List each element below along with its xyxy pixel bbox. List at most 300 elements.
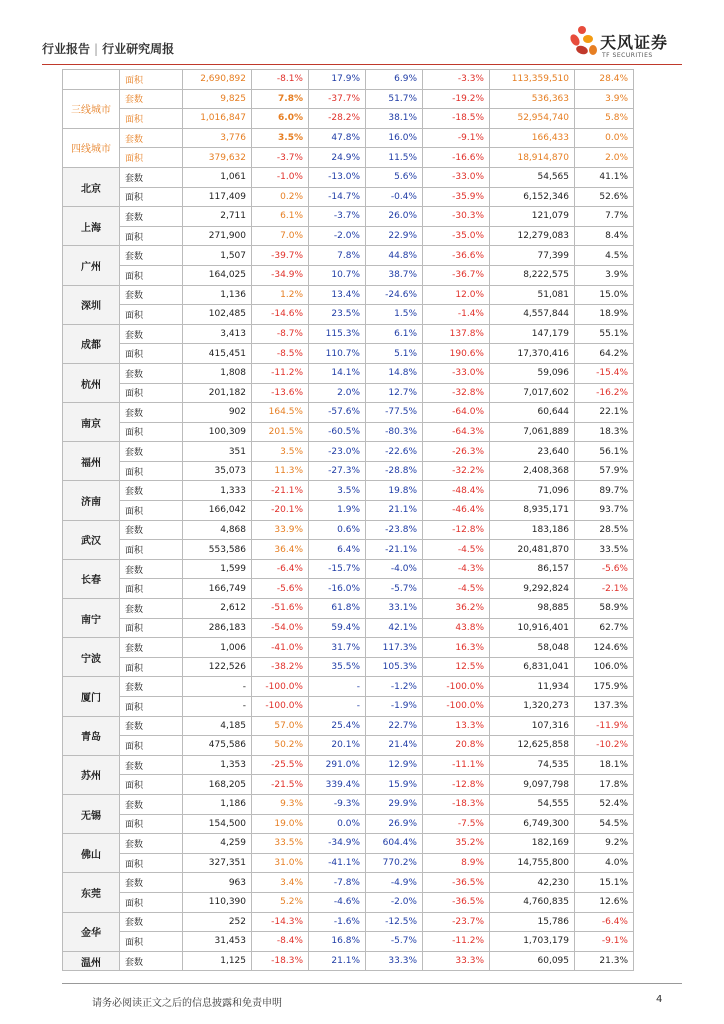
- value-cell: 18.3%: [575, 422, 634, 442]
- value-cell: -21.1%: [366, 540, 423, 560]
- metric-label: 套数: [120, 481, 183, 501]
- value-cell: 5.2%: [252, 892, 309, 912]
- value-cell: -21.1%: [252, 481, 309, 501]
- table-row: [63, 755, 634, 775]
- value-cell: 41.1%: [575, 167, 634, 187]
- value-cell: -4.0%: [366, 559, 423, 579]
- value-cell: 154,500: [183, 814, 252, 834]
- value-cell: 7.7%: [575, 207, 634, 227]
- metric-label: 套数: [120, 207, 183, 227]
- value-cell: -36.7%: [423, 265, 490, 285]
- value-cell: 1.2%: [252, 285, 309, 305]
- value-cell: 182,169: [490, 834, 575, 854]
- table-row: [63, 657, 634, 677]
- value-cell: -1.9%: [366, 697, 423, 717]
- value-cell: 43.8%: [423, 618, 490, 638]
- value-cell: 6,749,300: [490, 814, 575, 834]
- value-cell: -22.6%: [366, 442, 423, 462]
- metric-label: 套数: [120, 363, 183, 383]
- value-cell: 107,316: [490, 716, 575, 736]
- value-cell: -25.5%: [252, 755, 309, 775]
- value-cell: 12.6%: [575, 892, 634, 912]
- city-cell: 无锡: [63, 794, 120, 833]
- value-cell: -12.8%: [423, 520, 490, 540]
- value-cell: -23.8%: [366, 520, 423, 540]
- city-cell: 北京: [63, 167, 120, 206]
- value-cell: 271,900: [183, 226, 252, 246]
- value-cell: 121,079: [490, 207, 575, 227]
- value-cell: -5.6%: [252, 579, 309, 599]
- value-cell: 26.0%: [366, 207, 423, 227]
- value-cell: -23.0%: [309, 442, 366, 462]
- table-row: [63, 344, 634, 364]
- city-cell: 广州: [63, 246, 120, 285]
- value-cell: 22.1%: [575, 403, 634, 423]
- metric-label: 套数: [120, 128, 183, 148]
- value-cell: 4.5%: [575, 246, 634, 266]
- value-cell: 379,632: [183, 148, 252, 168]
- value-cell: 71,096: [490, 481, 575, 501]
- value-cell: 0.6%: [309, 520, 366, 540]
- value-cell: 33.5%: [252, 834, 309, 854]
- table-row: [63, 520, 634, 540]
- table-row: [63, 128, 634, 148]
- city-cell: 佛山: [63, 834, 120, 873]
- value-cell: 16.8%: [309, 932, 366, 952]
- value-cell: 9,097,798: [490, 775, 575, 795]
- value-cell: -: [183, 677, 252, 697]
- table-row: [63, 853, 634, 873]
- value-cell: 2,690,892: [183, 70, 252, 90]
- value-cell: -4.9%: [366, 873, 423, 893]
- value-cell: 339.4%: [309, 775, 366, 795]
- table-row: [63, 912, 634, 932]
- value-cell: 3.4%: [252, 873, 309, 893]
- value-cell: 28.5%: [575, 520, 634, 540]
- value-cell: -36.5%: [423, 892, 490, 912]
- value-cell: -18.3%: [423, 794, 490, 814]
- table-row: [63, 246, 634, 266]
- value-cell: 252: [183, 912, 252, 932]
- metric-label: 套数: [120, 755, 183, 775]
- value-cell: -4.6%: [309, 892, 366, 912]
- value-cell: 1,006: [183, 638, 252, 658]
- value-cell: -9.3%: [309, 794, 366, 814]
- value-cell: 22.7%: [366, 716, 423, 736]
- value-cell: 54,565: [490, 167, 575, 187]
- table-row: [63, 540, 634, 560]
- table-row: [63, 70, 634, 90]
- value-cell: 6.1%: [252, 207, 309, 227]
- value-cell: -64.3%: [423, 422, 490, 442]
- value-cell: -100.0%: [252, 697, 309, 717]
- value-cell: 36.4%: [252, 540, 309, 560]
- value-cell: -11.2%: [423, 932, 490, 952]
- value-cell: -13.6%: [252, 383, 309, 403]
- value-cell: 110.7%: [309, 344, 366, 364]
- value-cell: 1,703,179: [490, 932, 575, 952]
- value-cell: 166,042: [183, 501, 252, 521]
- value-cell: 93.7%: [575, 501, 634, 521]
- value-cell: 117,409: [183, 187, 252, 207]
- footer-disclaimer: 请务必阅读正文之后的信息披露和免责申明: [92, 998, 282, 1009]
- value-cell: 23.5%: [309, 305, 366, 325]
- value-cell: 475,586: [183, 736, 252, 756]
- value-cell: 38.1%: [366, 109, 423, 129]
- value-cell: 100,309: [183, 422, 252, 442]
- value-cell: 33.3%: [423, 951, 490, 971]
- value-cell: 9.2%: [575, 834, 634, 854]
- city-cell: 金华: [63, 912, 120, 951]
- value-cell: 21.4%: [366, 736, 423, 756]
- city-cell: 东莞: [63, 873, 120, 912]
- value-cell: 1.5%: [366, 305, 423, 325]
- header-category: 行业报告: [42, 42, 91, 56]
- metric-label: 面积: [120, 932, 183, 952]
- value-cell: 24.9%: [309, 148, 366, 168]
- value-cell: -37.7%: [309, 89, 366, 109]
- metric-label: 面积: [120, 109, 183, 129]
- value-cell: 18.9%: [575, 305, 634, 325]
- value-cell: 9.3%: [252, 794, 309, 814]
- value-cell: -34.9%: [309, 834, 366, 854]
- metric-label: 套数: [120, 559, 183, 579]
- value-cell: 89.7%: [575, 481, 634, 501]
- city-cell: 厦门: [63, 677, 120, 716]
- value-cell: 28.4%: [575, 70, 634, 90]
- table-row: [63, 148, 634, 168]
- value-cell: 33.1%: [366, 599, 423, 619]
- value-cell: 166,433: [490, 128, 575, 148]
- value-cell: 291.0%: [309, 755, 366, 775]
- value-cell: 21.1%: [366, 501, 423, 521]
- metric-label: 面积: [120, 305, 183, 325]
- value-cell: 2.0%: [575, 148, 634, 168]
- value-cell: -5.7%: [366, 932, 423, 952]
- value-cell: 20.1%: [309, 736, 366, 756]
- value-cell: -32.2%: [423, 461, 490, 481]
- value-cell: -4.5%: [423, 540, 490, 560]
- value-cell: 12,625,858: [490, 736, 575, 756]
- value-cell: 60,095: [490, 951, 575, 971]
- metric-label: 面积: [120, 70, 183, 90]
- metric-label: 套数: [120, 951, 183, 971]
- value-cell: -15.7%: [309, 559, 366, 579]
- metric-label: 套数: [120, 520, 183, 540]
- value-cell: 1,136: [183, 285, 252, 305]
- value-cell: 1,599: [183, 559, 252, 579]
- city-cell: 四线城市: [63, 128, 120, 167]
- metric-label: 面积: [120, 853, 183, 873]
- table-row: [63, 559, 634, 579]
- value-cell: 3.9%: [575, 265, 634, 285]
- value-cell: 31.0%: [252, 853, 309, 873]
- value-cell: -46.4%: [423, 501, 490, 521]
- metric-label: 套数: [120, 89, 183, 109]
- value-cell: 52.6%: [575, 187, 634, 207]
- table-row: [63, 697, 634, 717]
- value-cell: 19.8%: [366, 481, 423, 501]
- table-row: [63, 285, 634, 305]
- value-cell: 14,755,800: [490, 853, 575, 873]
- table-row: [63, 305, 634, 325]
- value-cell: 15.9%: [366, 775, 423, 795]
- value-cell: 8,935,171: [490, 501, 575, 521]
- value-cell: 115.3%: [309, 324, 366, 344]
- table-row: [63, 207, 634, 227]
- value-cell: 0.2%: [252, 187, 309, 207]
- metric-label: 面积: [120, 892, 183, 912]
- value-cell: 3.5%: [252, 128, 309, 148]
- value-cell: 12.5%: [423, 657, 490, 677]
- city-cell: 温州: [63, 951, 120, 971]
- value-cell: -18.3%: [252, 951, 309, 971]
- value-cell: -41.0%: [252, 638, 309, 658]
- value-cell: -12.8%: [423, 775, 490, 795]
- value-cell: 4,185: [183, 716, 252, 736]
- value-cell: 6.1%: [366, 324, 423, 344]
- value-cell: 6.0%: [252, 109, 309, 129]
- table-row: [63, 932, 634, 952]
- value-cell: 147,179: [490, 324, 575, 344]
- table-row: [63, 89, 634, 109]
- city-cell: 青岛: [63, 716, 120, 755]
- value-cell: 18,914,870: [490, 148, 575, 168]
- value-cell: 190.6%: [423, 344, 490, 364]
- value-cell: 8.9%: [423, 853, 490, 873]
- value-cell: 15,786: [490, 912, 575, 932]
- value-cell: 26.9%: [366, 814, 423, 834]
- value-cell: -6.4%: [575, 912, 634, 932]
- footer-divider: [62, 983, 682, 984]
- value-cell: 77,399: [490, 246, 575, 266]
- metric-label: 套数: [120, 834, 183, 854]
- value-cell: -11.2%: [252, 363, 309, 383]
- table-row: [63, 775, 634, 795]
- metric-label: 套数: [120, 403, 183, 423]
- value-cell: 902: [183, 403, 252, 423]
- value-cell: -14.6%: [252, 305, 309, 325]
- value-cell: -2.1%: [575, 579, 634, 599]
- value-cell: -9.1%: [575, 932, 634, 952]
- value-cell: -5.7%: [366, 579, 423, 599]
- value-cell: 4,868: [183, 520, 252, 540]
- value-cell: -: [183, 697, 252, 717]
- value-cell: 166,749: [183, 579, 252, 599]
- value-cell: 31.7%: [309, 638, 366, 658]
- value-cell: 122,526: [183, 657, 252, 677]
- table-row: [63, 834, 634, 854]
- value-cell: 35.5%: [309, 657, 366, 677]
- value-cell: 21.1%: [309, 951, 366, 971]
- value-cell: -8.4%: [252, 932, 309, 952]
- value-cell: 4.0%: [575, 853, 634, 873]
- value-cell: -4.3%: [423, 559, 490, 579]
- value-cell: 31,453: [183, 932, 252, 952]
- value-cell: 51.7%: [366, 89, 423, 109]
- value-cell: 14.1%: [309, 363, 366, 383]
- value-cell: 124.6%: [575, 638, 634, 658]
- value-cell: 86,157: [490, 559, 575, 579]
- table-row: [63, 383, 634, 403]
- city-cell: 南宁: [63, 599, 120, 638]
- value-cell: 536,363: [490, 89, 575, 109]
- value-cell: -16.0%: [309, 579, 366, 599]
- metric-label: 套数: [120, 246, 183, 266]
- value-cell: 3,413: [183, 324, 252, 344]
- table-row: [63, 501, 634, 521]
- table-row: [63, 638, 634, 658]
- report-header: [42, 40, 174, 57]
- table-row: [63, 892, 634, 912]
- value-cell: 286,183: [183, 618, 252, 638]
- value-cell: 17.8%: [575, 775, 634, 795]
- value-cell: 10,916,401: [490, 618, 575, 638]
- value-cell: 7.0%: [252, 226, 309, 246]
- value-cell: 8.4%: [575, 226, 634, 246]
- value-cell: 59.4%: [309, 618, 366, 638]
- city-cell: 三线城市: [63, 89, 120, 128]
- value-cell: -8.1%: [252, 70, 309, 90]
- table-row: [63, 951, 634, 971]
- value-cell: 25.4%: [309, 716, 366, 736]
- value-cell: 36.2%: [423, 599, 490, 619]
- metric-label: 面积: [120, 697, 183, 717]
- value-cell: 98,885: [490, 599, 575, 619]
- value-cell: -1.6%: [309, 912, 366, 932]
- city-cell: 济南: [63, 481, 120, 520]
- value-cell: 52.4%: [575, 794, 634, 814]
- header-report-type: 行业研究周报: [102, 42, 175, 56]
- value-cell: 1,186: [183, 794, 252, 814]
- metric-label: 套数: [120, 599, 183, 619]
- metric-label: 面积: [120, 618, 183, 638]
- value-cell: 351: [183, 442, 252, 462]
- value-cell: 14.8%: [366, 363, 423, 383]
- metric-label: 套数: [120, 638, 183, 658]
- city-cell: 上海: [63, 207, 120, 246]
- value-cell: -20.1%: [252, 501, 309, 521]
- value-cell: 16.0%: [366, 128, 423, 148]
- value-cell: 15.0%: [575, 285, 634, 305]
- value-cell: 9,825: [183, 89, 252, 109]
- value-cell: -32.8%: [423, 383, 490, 403]
- value-cell: 29.9%: [366, 794, 423, 814]
- value-cell: -2.0%: [366, 892, 423, 912]
- value-cell: 105.3%: [366, 657, 423, 677]
- metric-label: 套数: [120, 677, 183, 697]
- value-cell: -3.7%: [252, 148, 309, 168]
- city-cell: 深圳: [63, 285, 120, 324]
- value-cell: -4.5%: [423, 579, 490, 599]
- value-cell: 52,954,740: [490, 109, 575, 129]
- value-cell: -18.5%: [423, 109, 490, 129]
- table-row: [63, 403, 634, 423]
- value-cell: 59,096: [490, 363, 575, 383]
- value-cell: 7.8%: [252, 89, 309, 109]
- value-cell: -33.0%: [423, 167, 490, 187]
- metric-label: 面积: [120, 461, 183, 481]
- value-cell: 58,048: [490, 638, 575, 658]
- value-cell: 4,259: [183, 834, 252, 854]
- value-cell: -35.9%: [423, 187, 490, 207]
- city-cell: 苏州: [63, 755, 120, 794]
- value-cell: -21.5%: [252, 775, 309, 795]
- value-cell: 2,408,368: [490, 461, 575, 481]
- table-row: [63, 873, 634, 893]
- value-cell: 33.3%: [366, 951, 423, 971]
- metric-label: 套数: [120, 285, 183, 305]
- city-sales-table: [62, 69, 634, 971]
- city-cell: 成都: [63, 324, 120, 363]
- value-cell: -7.8%: [309, 873, 366, 893]
- value-cell: -1.4%: [423, 305, 490, 325]
- metric-label: 套数: [120, 794, 183, 814]
- value-cell: 1.9%: [309, 501, 366, 521]
- value-cell: 11,934: [490, 677, 575, 697]
- value-cell: 11.3%: [252, 461, 309, 481]
- value-cell: -7.5%: [423, 814, 490, 834]
- value-cell: 201,182: [183, 383, 252, 403]
- value-cell: 13.4%: [309, 285, 366, 305]
- value-cell: 42.1%: [366, 618, 423, 638]
- value-cell: -38.2%: [252, 657, 309, 677]
- value-cell: 164.5%: [252, 403, 309, 423]
- value-cell: -28.8%: [366, 461, 423, 481]
- value-cell: 47.8%: [309, 128, 366, 148]
- value-cell: -35.0%: [423, 226, 490, 246]
- value-cell: -: [309, 697, 366, 717]
- value-cell: -9.1%: [423, 128, 490, 148]
- value-cell: 5.1%: [366, 344, 423, 364]
- value-cell: 42,230: [490, 873, 575, 893]
- table-row: [63, 599, 634, 619]
- value-cell: 4,760,835: [490, 892, 575, 912]
- value-cell: 6,831,041: [490, 657, 575, 677]
- metric-label: 面积: [120, 579, 183, 599]
- value-cell: -10.2%: [575, 736, 634, 756]
- table-row: [63, 422, 634, 442]
- value-cell: -30.3%: [423, 207, 490, 227]
- value-cell: 33.9%: [252, 520, 309, 540]
- value-cell: 2,711: [183, 207, 252, 227]
- metric-label: 面积: [120, 265, 183, 285]
- metric-label: 面积: [120, 736, 183, 756]
- value-cell: -14.3%: [252, 912, 309, 932]
- value-cell: 13.3%: [423, 716, 490, 736]
- value-cell: 1,808: [183, 363, 252, 383]
- value-cell: 19.0%: [252, 814, 309, 834]
- value-cell: -100.0%: [252, 677, 309, 697]
- value-cell: 3.5%: [252, 442, 309, 462]
- metric-label: 套数: [120, 324, 183, 344]
- value-cell: 8,222,575: [490, 265, 575, 285]
- value-cell: 22.9%: [366, 226, 423, 246]
- city-cell: 长春: [63, 559, 120, 598]
- value-cell: 3.5%: [309, 481, 366, 501]
- table-row: [63, 442, 634, 462]
- value-cell: 51,081: [490, 285, 575, 305]
- table-row: [63, 324, 634, 344]
- header-divider: [42, 64, 682, 65]
- value-cell: 5.6%: [366, 167, 423, 187]
- value-cell: 10.7%: [309, 265, 366, 285]
- value-cell: 50.2%: [252, 736, 309, 756]
- value-cell: 415,451: [183, 344, 252, 364]
- value-cell: 12.0%: [423, 285, 490, 305]
- value-cell: 56.1%: [575, 442, 634, 462]
- city-cell: 杭州: [63, 363, 120, 402]
